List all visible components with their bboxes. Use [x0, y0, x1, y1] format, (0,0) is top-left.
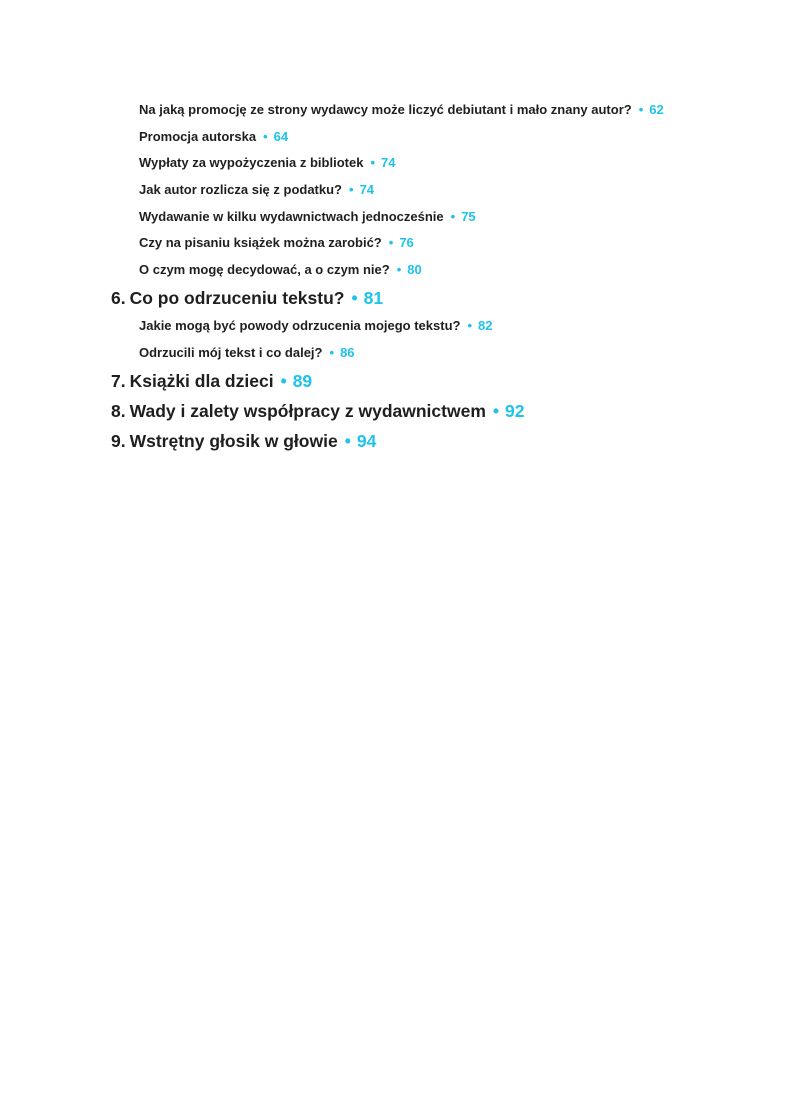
bullet-separator: • [263, 129, 268, 144]
toc-entry [139, 317, 493, 335]
toc-entry-title: Na jaką promocję ze strony wydawcy może liczyć debiutant i mało znany autor? [139, 102, 632, 117]
bullet-separator: • [396, 262, 402, 277]
toc-entry-page: 62 [649, 102, 664, 117]
chapter-page: 94 [356, 431, 377, 451]
toc-entry [139, 234, 414, 252]
toc-chapter [111, 370, 312, 392]
bullet-separator: • [388, 235, 394, 250]
toc-entry-page: 74 [381, 155, 396, 170]
toc-entry [139, 181, 374, 199]
chapter-title: Książki dla dzieci [129, 371, 274, 391]
chapter-number: 6. [111, 288, 126, 308]
bullet-separator: • [370, 155, 375, 170]
chapter-number: 8. [111, 401, 126, 421]
toc-entry-page: 82 [478, 318, 493, 333]
bullet-separator: • [467, 318, 473, 333]
toc-entry-title: Odrzucili mój tekst i co dalej? [139, 345, 323, 360]
toc-entry-page: 76 [399, 235, 414, 250]
toc-entry-page: 64 [273, 129, 289, 144]
toc-entry-title: Wypłaty za wypożyczenia z bibliotek [139, 155, 364, 170]
toc-entry-page: 80 [407, 262, 422, 277]
toc-entry [139, 154, 395, 172]
bullet-separator: • [351, 288, 358, 308]
bullet-separator: • [638, 102, 644, 117]
toc-entry-title: O czym mogę decydować, a o czym nie? [139, 262, 390, 277]
toc-entry-title: Jak autor rozlicza się z podatku? [139, 182, 342, 197]
toc-entry-page: 74 [359, 182, 375, 197]
chapter-title: Wady i zalety współpracy z wydawnictwem [129, 401, 486, 421]
toc-chapter [111, 430, 376, 452]
toc-chapter [111, 400, 524, 422]
chapter-page: 92 [505, 401, 525, 421]
chapter-number: 7. [111, 371, 126, 391]
toc-entry [139, 128, 288, 146]
bullet-separator: • [329, 345, 335, 360]
toc-entry [139, 101, 664, 119]
toc-entry [139, 261, 422, 279]
bullet-separator: • [492, 401, 500, 421]
chapter-number: 9. [111, 431, 126, 451]
chapter-title: Wstrętny głosik w głowie [129, 431, 338, 451]
toc-entry-title: Promocja autorska [139, 129, 257, 144]
toc-entry-title: Wydawanie w kilku wydawnictwach jednocześnie [139, 209, 444, 224]
toc-entry-page: 86 [340, 345, 355, 360]
toc-chapter [111, 287, 383, 309]
toc-entry-title: Czy na pisaniu książek można zarobić? [139, 235, 382, 250]
chapter-page: 89 [292, 371, 313, 391]
toc-entry [139, 344, 355, 362]
bullet-separator: • [344, 431, 351, 451]
chapter-page: 81 [363, 288, 384, 308]
toc-entry [139, 208, 476, 226]
toc-entry-title: Jakie mogą być powody odrzucenia mojego tekstu? [139, 318, 461, 333]
toc-entry-page: 75 [461, 209, 476, 224]
bullet-separator: • [450, 209, 456, 224]
bullet-separator: • [280, 371, 287, 391]
bullet-separator: • [349, 182, 354, 197]
chapter-title: Co po odrzuceniu tekstu? [129, 288, 345, 308]
